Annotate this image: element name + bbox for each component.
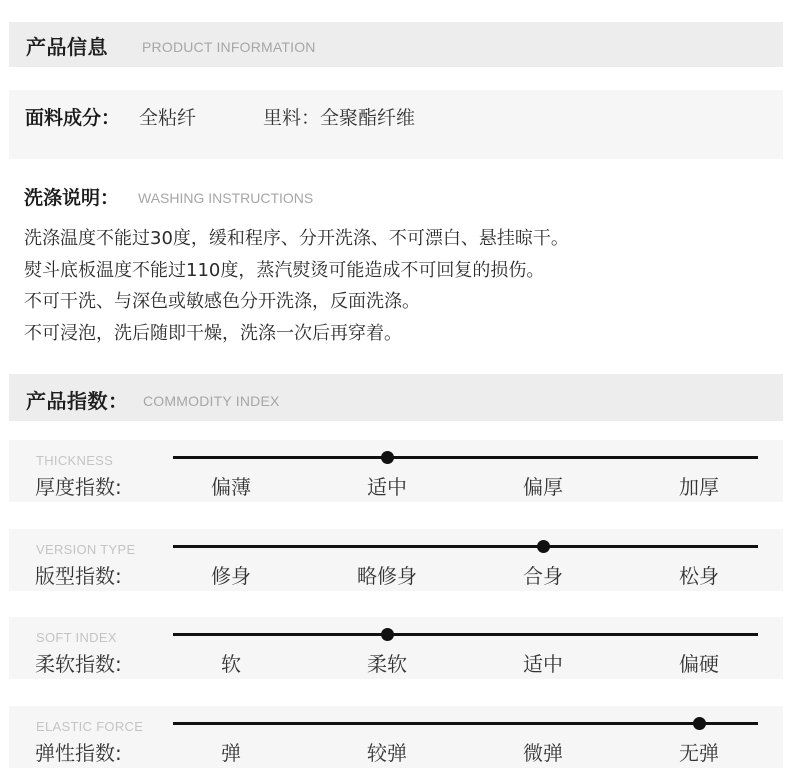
index-option: 无弹: [679, 741, 719, 765]
washing-line: 熨斗底板温度不能过110度，蒸汽熨烫可能造成不可回复的损伤。: [24, 259, 545, 281]
washing-line: 洗涤温度不能过30度，缓和程序、分开洗涤、不可漂白、悬挂晾干。: [24, 228, 569, 249]
index-option: 修身: [211, 564, 251, 588]
washing-line: 不可浸泡，洗后随即干燥，洗涤一次后再穿着。: [24, 322, 402, 344]
index-option: 合身: [523, 564, 563, 588]
index-option: 柔软: [367, 652, 407, 676]
index-row-english-label: VERSION TYPE: [36, 542, 136, 557]
index-scale-line: [173, 545, 758, 548]
index-row-english-label: ELASTIC FORCE: [36, 719, 144, 734]
index-row: [9, 440, 783, 502]
washing-line: 不可干洗、与深色或敏感色分开洗涤，反面洗涤。: [24, 291, 420, 312]
index-scale-line: [173, 633, 758, 636]
product-info-title: 产品信息: [26, 35, 108, 59]
index-marker-dot: [381, 451, 394, 464]
index-row-label: 版型指数:: [35, 564, 122, 588]
index-scale-line: [173, 456, 758, 459]
commodity-index-subtitle: COMMODITY INDEX: [143, 393, 280, 409]
index-option: 微弹: [523, 741, 563, 765]
index-scale-line: [173, 722, 758, 725]
index-row-english-label: SOFT INDEX: [36, 630, 117, 645]
commodity-index-header: [9, 374, 783, 421]
index-row-label: 弹性指数:: [35, 741, 122, 765]
washing-instructions: [24, 223, 764, 349]
index-option: 偏厚: [523, 475, 563, 499]
index-row: [9, 529, 783, 591]
index-marker-dot: [693, 717, 706, 730]
product-info-subtitle: PRODUCT INFORMATION: [142, 39, 316, 55]
index-option: 弹: [221, 741, 241, 765]
index-option: 适中: [367, 475, 407, 499]
index-option: 偏硬: [679, 652, 719, 676]
washing-title: 洗涤说明：: [24, 187, 120, 209]
index-row: [9, 617, 783, 679]
washing-subtitle: WASHING INSTRUCTIONS: [138, 190, 314, 206]
fabric-value: 全粘纤: [139, 107, 197, 129]
index-marker-dot: [537, 540, 550, 553]
index-option: 适中: [523, 652, 563, 676]
index-option: 松身: [679, 564, 719, 588]
index-option: 加厚: [679, 475, 719, 499]
index-row-english-label: THICKNESS: [36, 453, 114, 468]
commodity-index-title: 产品指数：: [26, 389, 129, 413]
fabric-composition: [9, 90, 783, 159]
lining-text: 里料：全聚酯纤维: [263, 107, 416, 129]
index-marker-dot: [381, 628, 394, 641]
index-option: 较弹: [367, 741, 407, 765]
index-row-label: 厚度指数:: [35, 475, 122, 499]
product-info-header: [9, 22, 783, 67]
index-row: [9, 706, 783, 768]
index-option: 偏薄: [211, 475, 251, 499]
index-option: 略修身: [357, 564, 417, 588]
index-row-label: 柔软指数:: [35, 652, 122, 676]
index-option: 软: [221, 652, 241, 676]
fabric-label: 面料成分：: [25, 107, 121, 129]
